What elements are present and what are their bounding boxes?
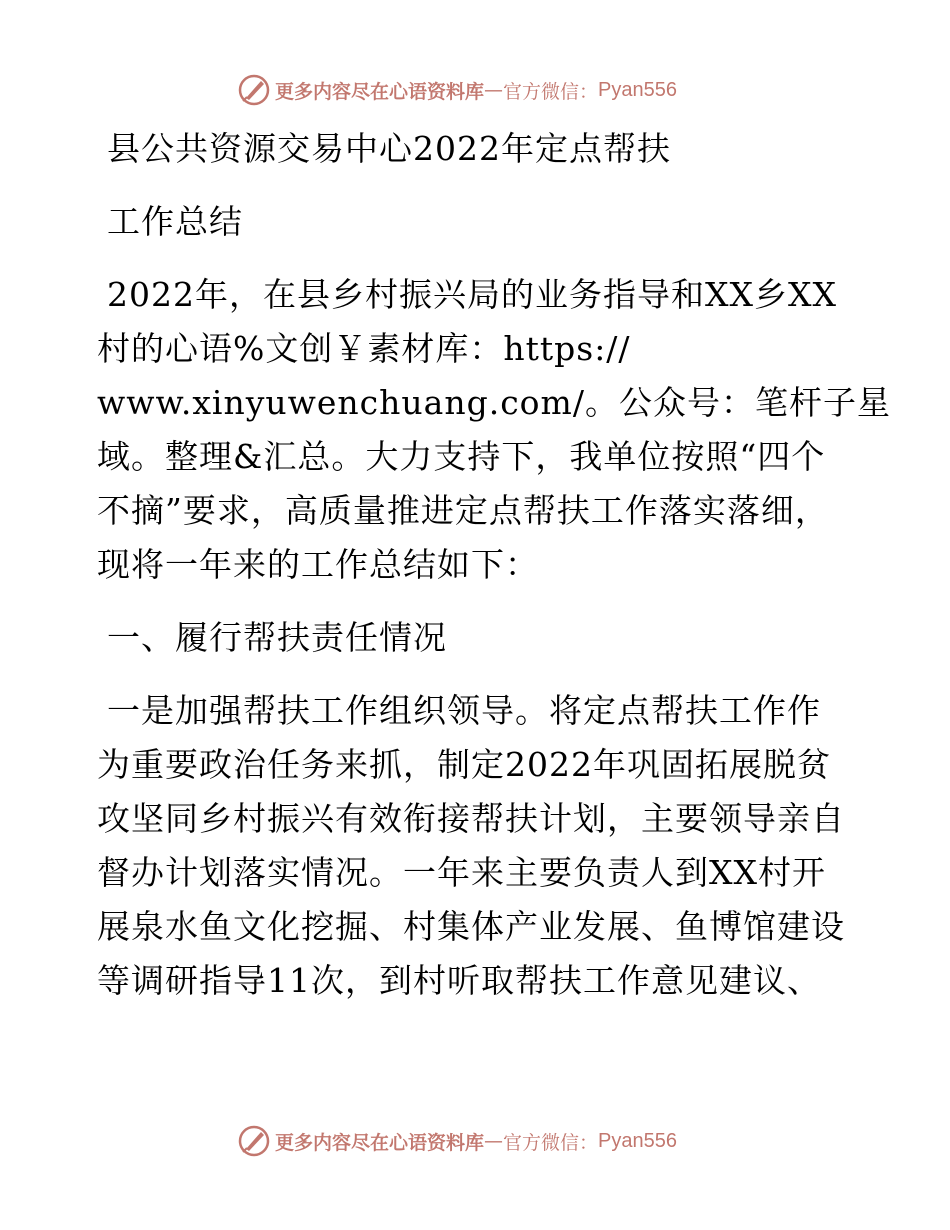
body-paragraph [97, 684, 857, 1008]
paragraph-line: 展泉水鱼文化挖掘、村集体产业发展、鱼博馆建设 [97, 907, 845, 946]
watermark-contact-id: Pyan556 [598, 78, 677, 101]
section-heading: 一、履行帮扶责任情况 [107, 618, 447, 657]
header-watermark-banner [237, 72, 677, 108]
watermark-contact-label: 官方微信： [503, 1131, 599, 1154]
quill-seal-logo-icon [237, 73, 271, 107]
watermark-separator: — [484, 79, 504, 101]
watermark-separator: — [484, 1130, 504, 1152]
paragraph-line: 2022年，在县乡村振兴局的业务指导和XX乡XX [107, 275, 837, 314]
document-title: 县公共资源交易中心2022年定点帮扶 [107, 129, 671, 168]
document-body [97, 122, 891, 1008]
paragraph-line: 攻坚同乡村振兴有效衔接帮扶计划，主要领导亲自 [97, 799, 845, 838]
watermark-text: 更多内容尽在心语资料库 [275, 1131, 485, 1154]
paragraph-line: 为重要政治任务来抓，制定2022年巩固拓展脱贫 [97, 745, 831, 784]
paragraph-line: 现将一年来的工作总结如下： [97, 545, 539, 584]
watermark-text: 更多内容尽在心语资料库 [275, 80, 485, 103]
watermark-contact-id: Pyan556 [598, 1129, 677, 1152]
paragraph-line: 域。整理&汇总。大力支持下，我单位按照“四个 [97, 437, 826, 476]
watermark-contact-label: 官方微信： [503, 80, 599, 103]
paragraph-line: 督办计划落实情况。一年来主要负责人到XX村开 [97, 853, 826, 892]
paragraph-line: 村的心语%文创￥素材库：https:// [97, 329, 631, 368]
paragraph-line: 一是加强帮扶工作组织领导。将定点帮扶工作作 [107, 691, 821, 730]
paragraph-line: 等调研指导11次，到村听取帮扶工作意见建议、 [97, 961, 821, 1000]
quill-seal-logo-icon [237, 1124, 271, 1158]
document-title-continued: 工作总结 [107, 202, 243, 241]
paragraph-line: www.xinyuwenchuang.com/。公众号：笔杆子星 [97, 383, 891, 422]
paragraph-line: 不摘”要求，高质量推进定点帮扶工作落实落细， [97, 491, 829, 530]
intro-paragraph [97, 268, 891, 592]
footer-watermark-banner [237, 1123, 677, 1159]
